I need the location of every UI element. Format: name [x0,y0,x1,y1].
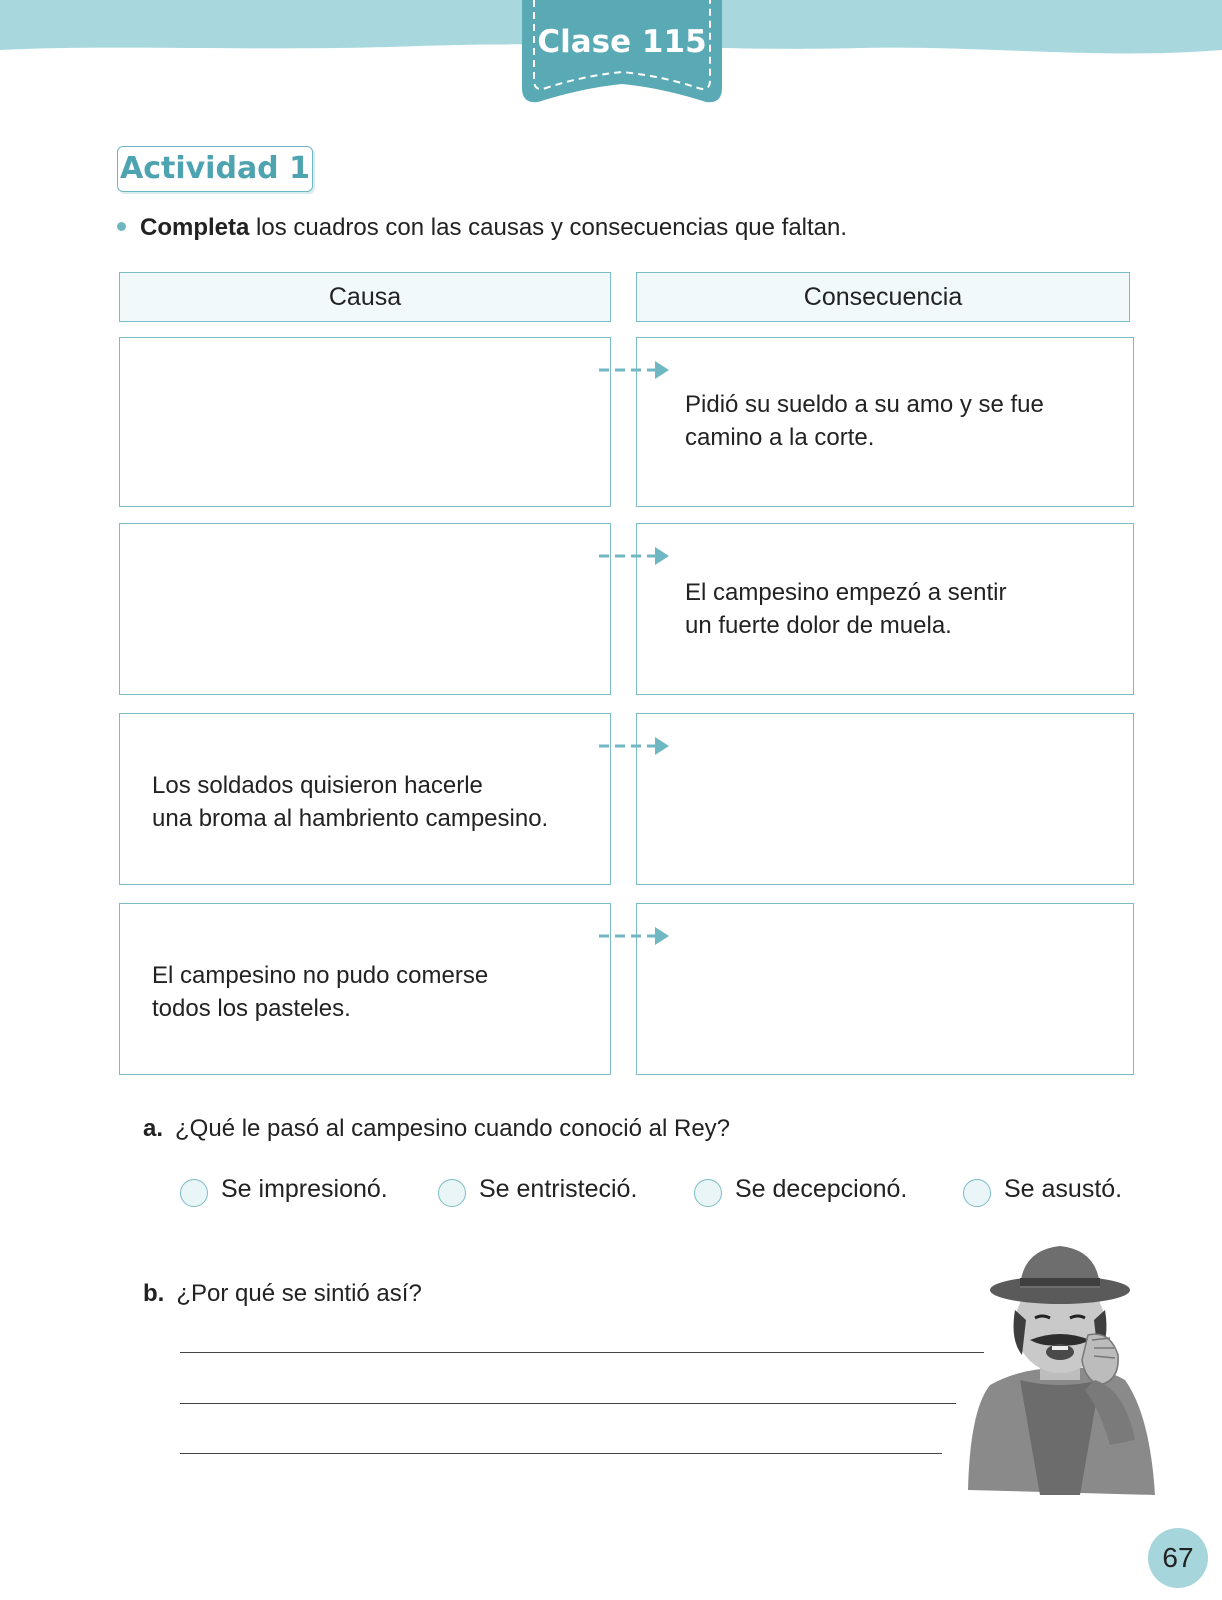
consequence-box-4[interactable] [636,903,1134,1075]
question-a [143,1115,730,1143]
option-label-4: Se asustó. [1004,1175,1123,1203]
cause-box-3[interactable] [119,713,611,885]
option-label-1: Se impresionó. [221,1175,388,1203]
cause-box-2[interactable] [119,523,611,695]
question-b-letter: b. [143,1280,165,1307]
option-label-2: Se entristeció. [479,1175,638,1203]
cause-box-1[interactable] [119,337,611,507]
question-b-text: ¿Por qué se sintió así? [176,1280,422,1307]
option-radio-2[interactable] [438,1179,466,1207]
option-radio-3[interactable] [694,1179,722,1207]
activity-label: Actividad 1 [117,146,313,192]
consequence-text-1: Pidió su sueldo a su amo y se fue camino a la corte. [685,391,1044,451]
page-number: 67 [1148,1528,1208,1588]
answer-line-1[interactable] [180,1352,984,1353]
consequence-box-1[interactable] [636,337,1134,507]
answer-line-2[interactable] [180,1403,956,1404]
dashed-arrow-icon [597,358,673,382]
instruction-rest: los cuadros con las causas y consecuencias que faltan. [249,214,848,241]
question-b [143,1280,422,1308]
cause-text-3: Los soldados quisieron hacerle una broma al hambriento campesino. [152,772,549,832]
consequence-box-2[interactable] [636,523,1134,695]
toothache-peasant-illustration [960,1240,1160,1505]
consequence-box-3[interactable] [636,713,1134,885]
consequence-header: Consecuencia [636,272,1130,322]
consequence-text-2: El campesino empezó a sentir un fuerte dolor de muela. [685,579,1007,639]
dashed-arrow-icon [597,544,673,568]
cause-header: Causa [119,272,611,322]
question-a-text: ¿Qué le pasó al campesino cuando conoció al Rey? [175,1115,731,1142]
class-title: Clase 115 [537,24,707,60]
answer-line-3[interactable] [180,1453,942,1454]
dashed-arrow-icon [597,924,673,948]
cause-box-4[interactable] [119,903,611,1075]
instruction [117,214,847,242]
cause-text-4: El campesino no pudo comerse todos los pasteles. [152,962,489,1022]
question-a-letter: a. [143,1115,164,1142]
option-radio-1[interactable] [180,1179,208,1207]
option-radio-4[interactable] [963,1179,991,1207]
instruction-bold: Completa [140,214,250,241]
dashed-arrow-icon [597,734,673,758]
option-label-3: Se decepcionó. [735,1175,908,1203]
bullet-icon [117,222,126,231]
